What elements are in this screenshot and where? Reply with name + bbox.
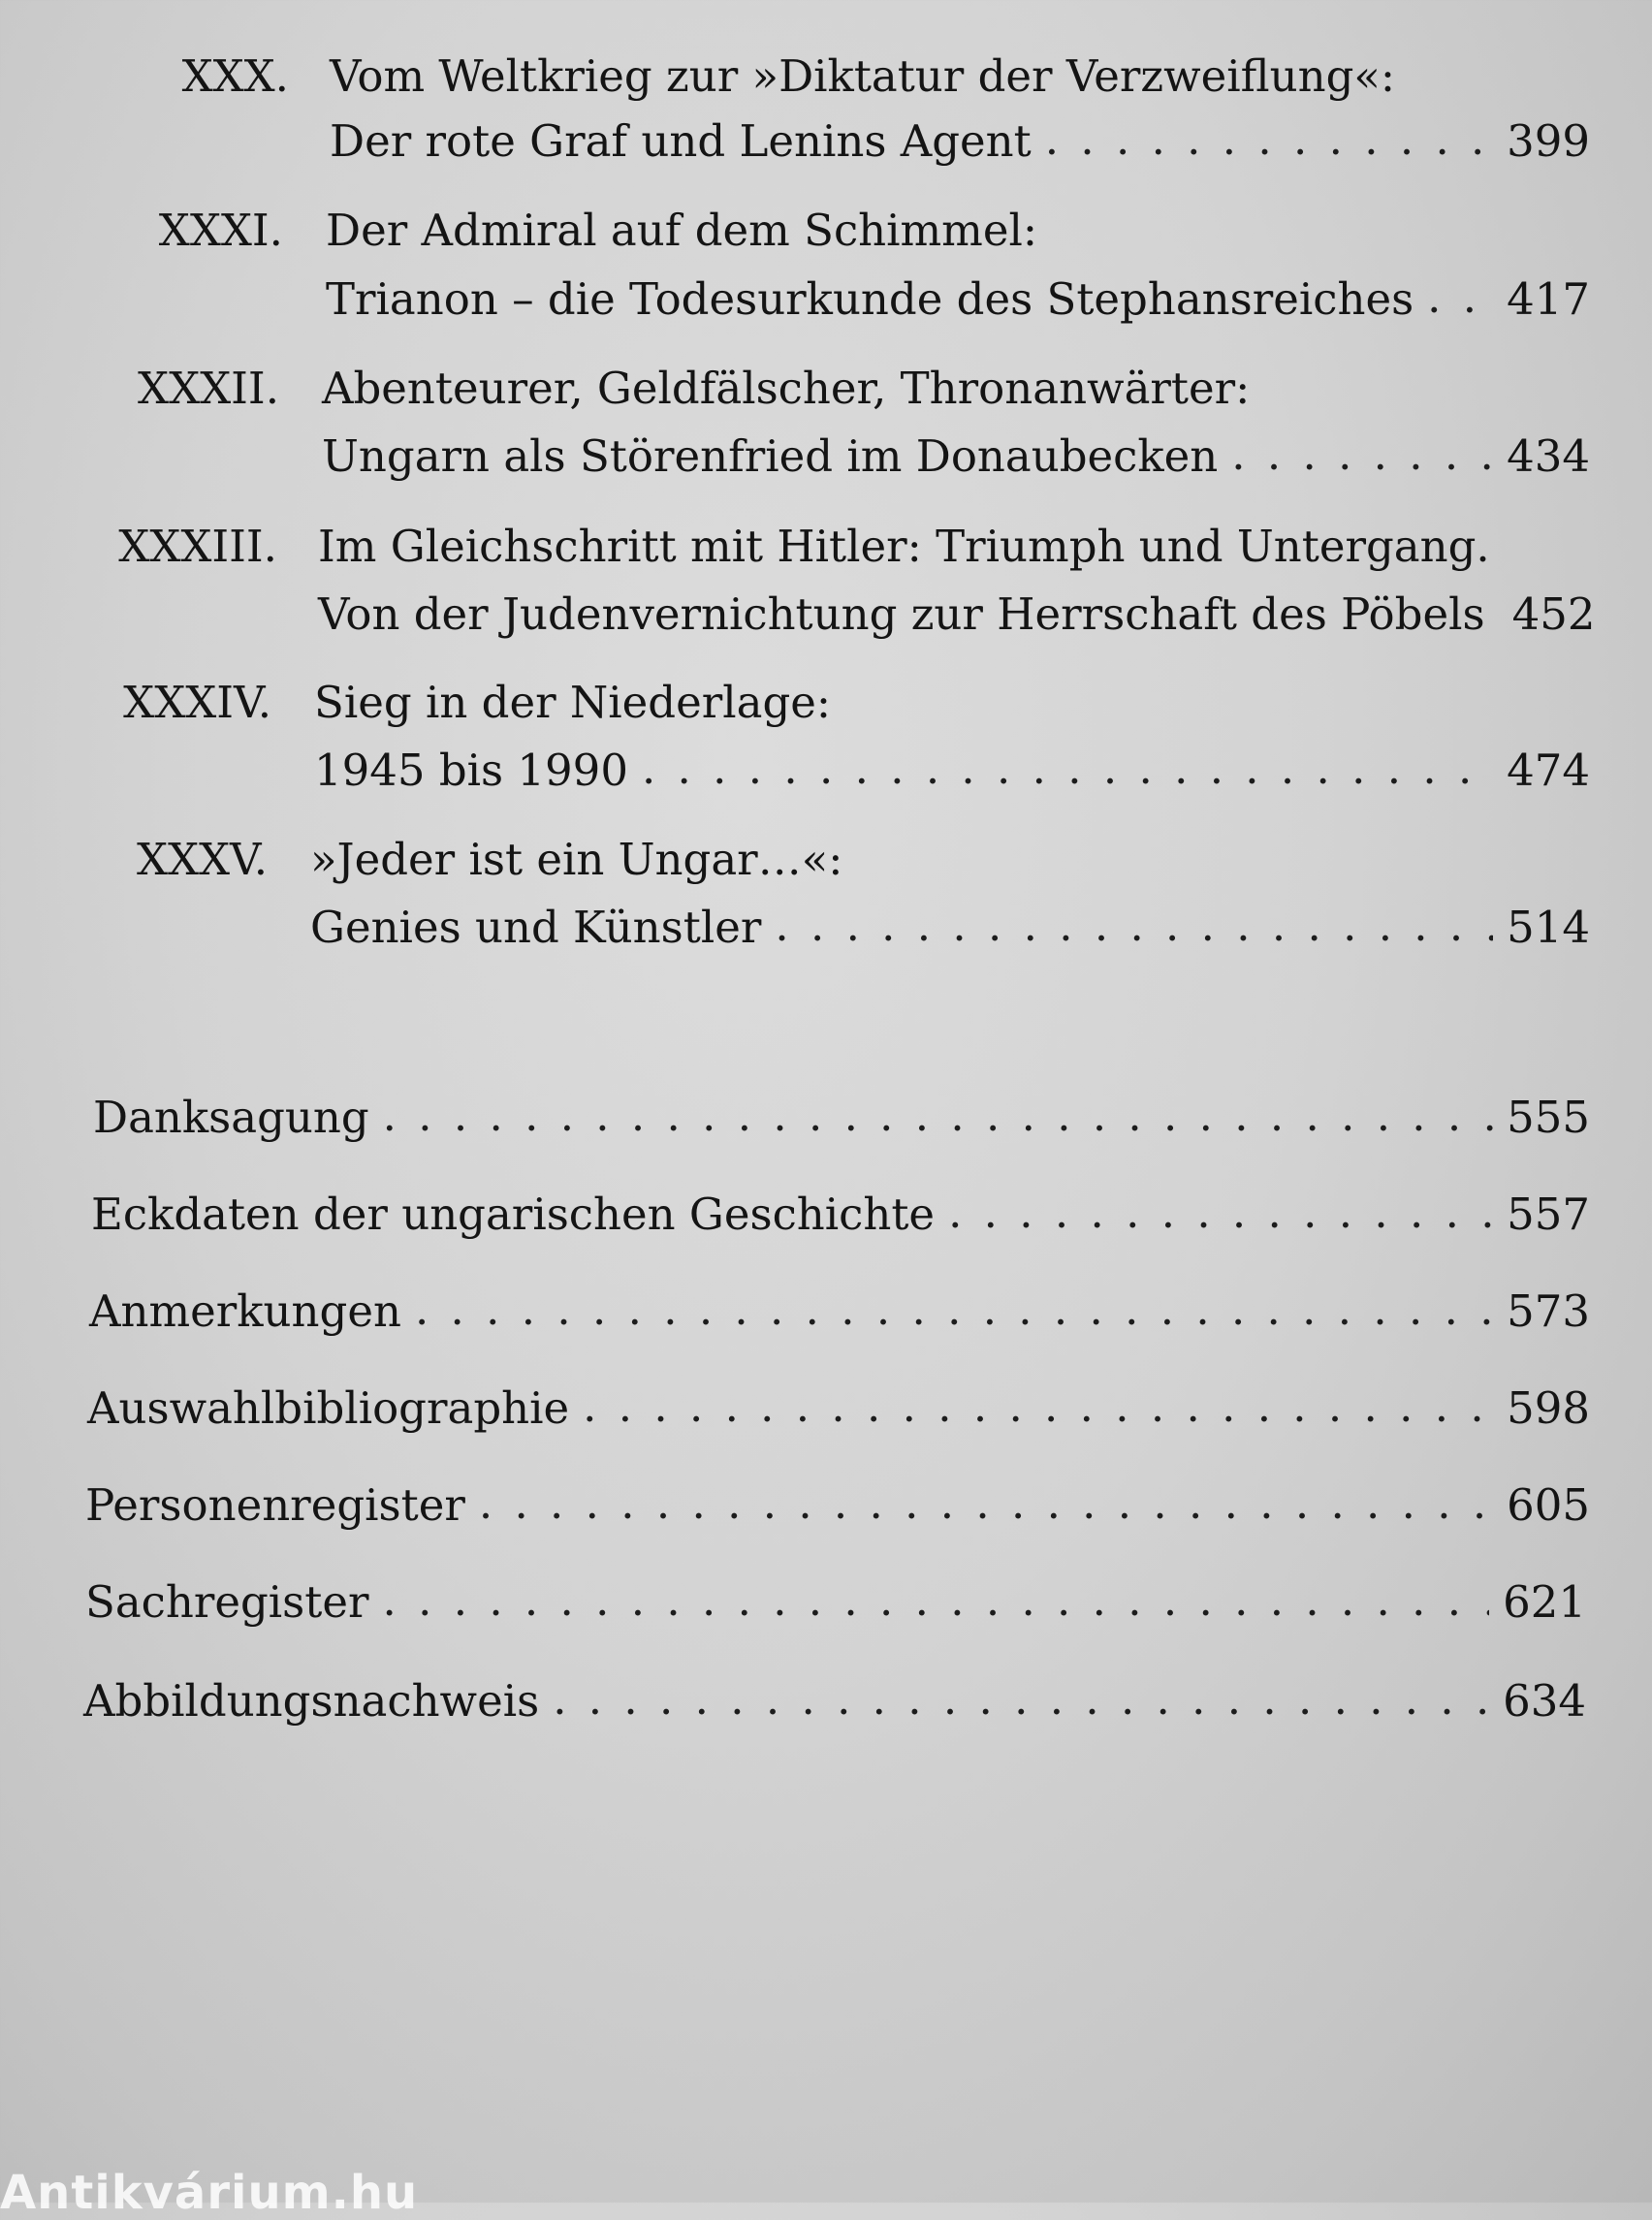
page-number: 399 (1507, 115, 1590, 167)
entry-title: Eckdaten der ungarischen Geschichte (91, 1189, 936, 1240)
chapter-title-line1: Im Gleichschritt mit Hitler: Triumph und Untergang. (318, 521, 1490, 572)
back-matter-entry (87, 1382, 1590, 1435)
chapter-number: XXXI. (158, 205, 283, 256)
dot-leader (1045, 113, 1493, 166)
chapter-number: XXXIII. (118, 521, 277, 572)
dot-leader (642, 743, 1493, 795)
chapter-number: XXX. (181, 50, 289, 102)
chapter-title-line2-row (322, 430, 1590, 483)
back-matter-entry (85, 1576, 1586, 1629)
entry-title: Danksagung (93, 1092, 369, 1143)
page-number: 452 (1511, 588, 1596, 640)
chapter-title-line1: »Jeder ist ein Ungar…«: (310, 834, 843, 885)
chapter-title-line2-row (314, 745, 1590, 797)
back-matter-entry (83, 1675, 1586, 1728)
chapter-title-line2: 1945 bis 1990 (314, 745, 628, 796)
entry-title: Anmerkungen (89, 1285, 401, 1337)
dot-leader (1231, 428, 1493, 481)
page-number: 514 (1507, 902, 1590, 953)
back-matter-entry (93, 1092, 1590, 1144)
back-matter-entry (85, 1479, 1590, 1532)
page-number: 434 (1507, 430, 1590, 482)
dot-leader (479, 1477, 1493, 1530)
watermark: Antikvárium.hu (0, 2166, 419, 2220)
dot-leader (583, 1380, 1493, 1433)
chapter-title-line2-row (330, 115, 1590, 168)
chapter-number: XXXV. (136, 834, 268, 885)
page-number: 557 (1507, 1189, 1590, 1240)
page-number: 417 (1507, 273, 1590, 325)
chapter-number: XXXII. (138, 363, 279, 414)
entry-title: Auswahlbibliographie (87, 1382, 570, 1434)
page-number: 621 (1503, 1576, 1586, 1628)
page-number: 634 (1503, 1675, 1586, 1727)
page-number: 573 (1507, 1285, 1590, 1337)
dot-leader (415, 1284, 1493, 1336)
chapter-title-line1: Sieg in der Niederlage: (314, 677, 832, 728)
chapter-title-line2: Von der Judenvernichtung zur Herrschaft des Pöbels (318, 588, 1485, 640)
chapter-title-line2-row (310, 902, 1590, 954)
entry-title: Abbildungsnachweis (83, 1675, 540, 1727)
chapter-title-line2-row (326, 273, 1590, 326)
dot-leader (775, 900, 1493, 952)
chapter-title-line2: Der rote Graf und Lenins Agent (330, 115, 1032, 167)
chapter-title-line1: Der Admiral auf dem Schimmel: (326, 205, 1038, 256)
back-matter-entry (91, 1189, 1590, 1241)
chapter-number: XXXIV. (123, 677, 271, 728)
page-number: 605 (1507, 1479, 1590, 1531)
page-number: 555 (1507, 1092, 1590, 1143)
dot-leader (553, 1673, 1489, 1726)
chapter-title-line2-row (318, 588, 1596, 641)
dot-leader (948, 1187, 1493, 1239)
dot-leader (1427, 271, 1493, 324)
dot-leader (383, 1090, 1493, 1142)
chapter-title-line2: Genies und Künstler (310, 902, 762, 953)
back-matter-entry (89, 1285, 1590, 1338)
page-number: 598 (1507, 1382, 1590, 1434)
chapter-title-line1: Vom Weltkrieg zur »Diktatur der Verzweiflung«: (330, 50, 1396, 102)
dot-leader (383, 1574, 1490, 1627)
page-number: 474 (1507, 745, 1590, 796)
chapter-title-line2: Ungarn als Störenfried im Donaubecken (322, 430, 1219, 482)
chapter-title-line1: Abenteurer, Geldfälscher, Thronanwärter: (322, 363, 1251, 414)
entry-title: Sachregister (85, 1576, 369, 1628)
chapter-title-line2: Trianon – die Todesurkunde des Stephansreiches (326, 273, 1414, 325)
entry-title: Personenregister (85, 1479, 465, 1531)
